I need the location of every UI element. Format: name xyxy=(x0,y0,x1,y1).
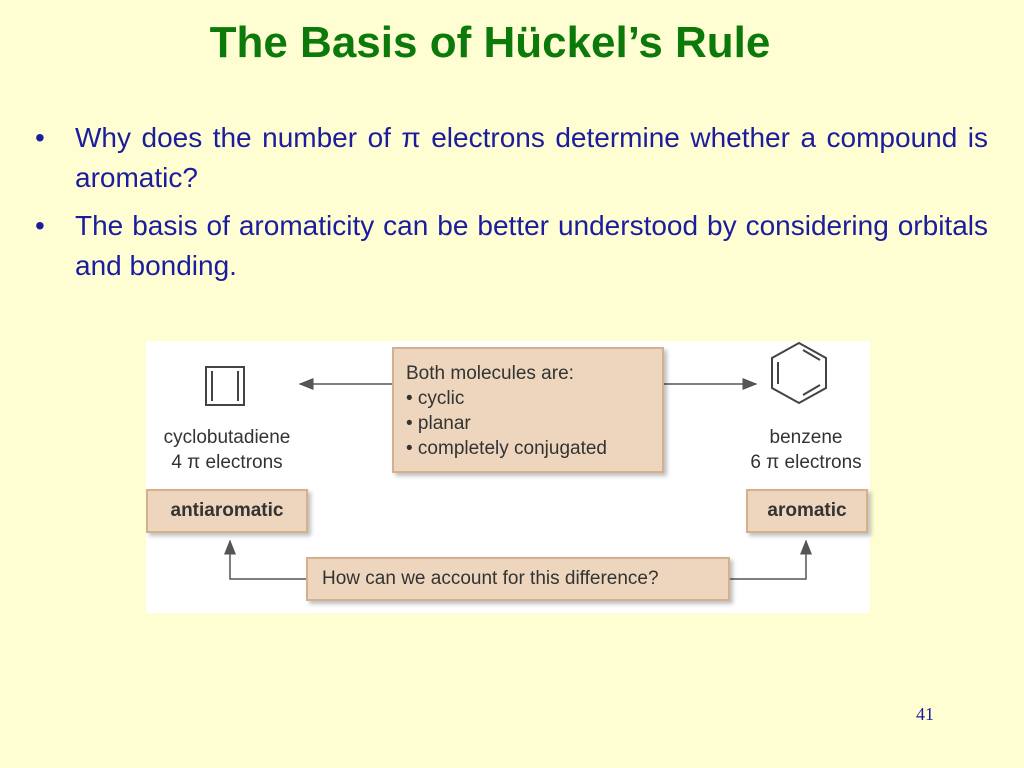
question-to-antiaromatic-arrow xyxy=(230,541,306,579)
pi-electron-count: 6 π electrons xyxy=(750,452,862,473)
cyclobutadiene-structure-icon xyxy=(206,367,244,405)
bullet-text: Why does the number of π electrons determine whether a compound is aromatic? xyxy=(75,122,988,193)
question-to-aromatic-arrow xyxy=(730,541,806,579)
bullet-item xyxy=(30,118,988,198)
molecule-name: benzene xyxy=(769,427,843,448)
cyclobutadiene-label xyxy=(146,425,308,475)
page-number: 41 xyxy=(916,704,934,724)
bullet-marker: • xyxy=(35,122,45,153)
properties-heading: Both molecules are: xyxy=(406,363,574,384)
antiaromatic-box: antiaromatic xyxy=(146,489,308,533)
slide-title: The Basis of Hückel’s Rule xyxy=(209,18,771,67)
pi-electron-count: 4 π electrons xyxy=(171,452,283,473)
benzene-structure-icon xyxy=(772,343,826,403)
bullet-text: The basis of aromaticity can be better understood by considering orbitals and bonding. xyxy=(75,210,988,281)
shared-properties-box xyxy=(392,347,664,473)
bullet-list xyxy=(30,118,988,294)
question-box: How can we account for this difference? xyxy=(306,557,730,601)
molecule-name: cyclobutadiene xyxy=(163,427,291,448)
bullet-marker: • xyxy=(35,210,45,241)
aromaticity-figure xyxy=(146,341,870,613)
bullet-item xyxy=(30,206,988,286)
property-item: • completely conjugated xyxy=(406,438,607,459)
property-item: • cyclic xyxy=(406,388,465,409)
benzene-label xyxy=(736,425,876,475)
aromatic-box: aromatic xyxy=(746,489,868,533)
property-item: • planar xyxy=(406,413,471,434)
